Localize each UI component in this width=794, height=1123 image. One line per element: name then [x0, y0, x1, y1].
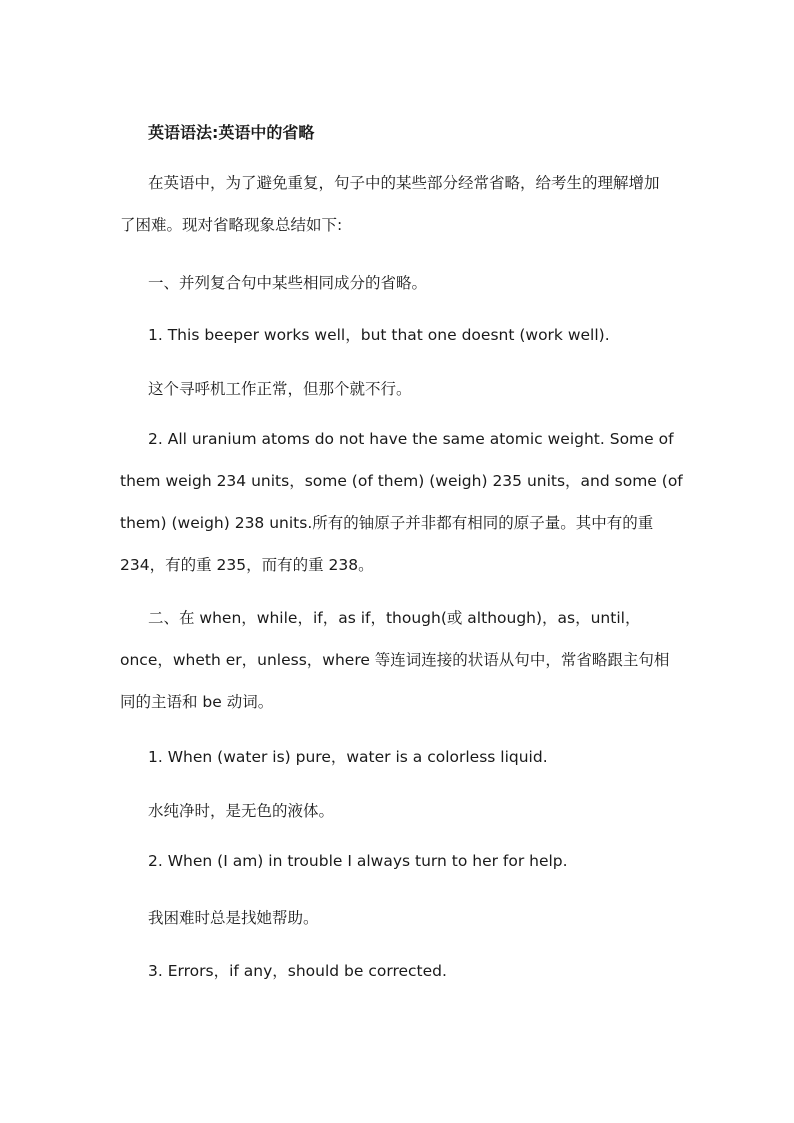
section-2-example-2-zh: 我困难时总是找她帮助。 — [148, 909, 319, 927]
page-title: 英语语法:英语中的省略 — [148, 123, 315, 142]
section-1-example-2-line-3: them) (weigh) 238 units.所有的铀原子并非都有相同的原子量。其中有的重 — [120, 514, 654, 532]
section-2-heading-line-2: once，wheth er，unless，where 等连词连接的状语从句中，常省略跟主句相 — [120, 651, 670, 669]
section-1-example-2-line-2: them weigh 234 units，some (of them) (weigh) 235 units，and some (of — [120, 472, 683, 490]
section-2-example-3-en: 3. Errors，if any，should be corrected. — [148, 962, 447, 980]
section-1-example-2-line-4: 234，有的重 235，而有的重 238。 — [120, 556, 374, 574]
section-1-example-2-line-1: 2. All uranium atoms do not have the same atomic weight. Some of — [148, 430, 674, 448]
section-1-example-1-zh: 这个寻呼机工作正常，但那个就不行。 — [148, 380, 412, 398]
section-2-heading-line-3: 同的主语和 be 动词。 — [120, 693, 274, 711]
section-2-heading — [120, 597, 676, 723]
section-1-example-2 — [120, 418, 683, 586]
section-1-heading: 一、并列复合句中某些相同成分的省略。 — [148, 274, 428, 292]
intro-paragraph — [120, 162, 676, 246]
section-2-example-1-zh: 水纯净时，是无色的液体。 — [148, 802, 335, 820]
section-2-heading-line-1: 二、在 when，while，if，as if，though(或 although)，as，until， — [148, 609, 641, 627]
section-2-example-1-en: 1. When (water is) pure，water is a colorless liquid. — [148, 748, 548, 766]
section-1-example-1-en: 1. This beeper works well，but that one doesnt (work well). — [148, 326, 610, 344]
intro-line-1: 在英语中，为了避免重复，句子中的某些部分经常省略，给考生的理解增加 — [148, 174, 660, 192]
intro-line-2: 了困难。现对省略现象总结如下: — [120, 216, 343, 234]
section-2-example-2-en: 2. When (I am) in trouble I always turn to her for help. — [148, 852, 568, 870]
